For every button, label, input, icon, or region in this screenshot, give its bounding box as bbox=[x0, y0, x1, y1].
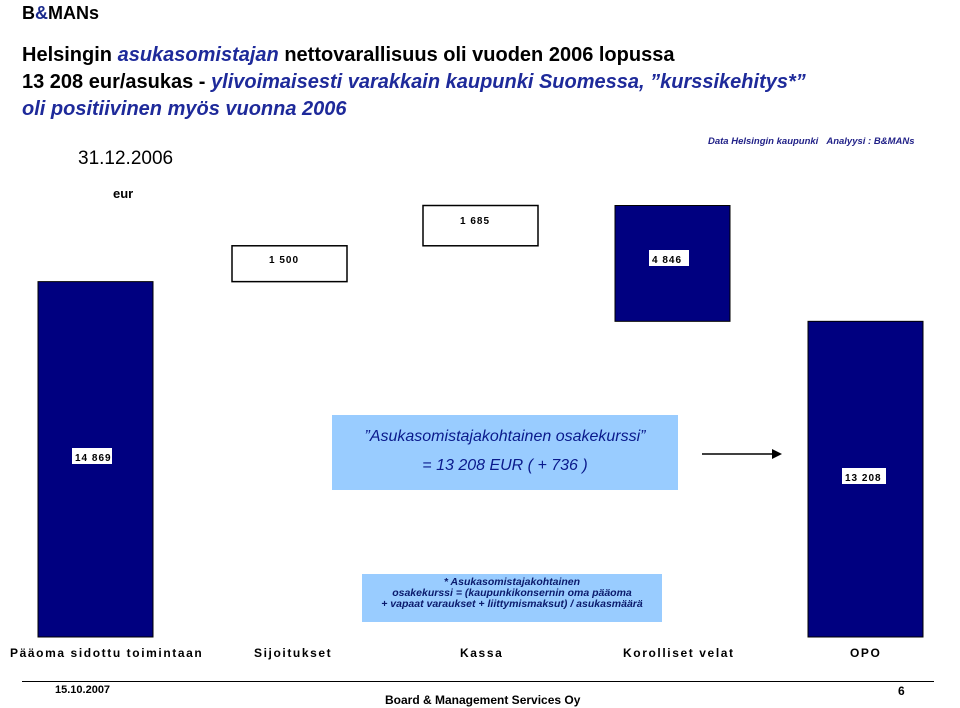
value-label-4: 4 846 bbox=[652, 255, 683, 266]
category-label-3: Kassa bbox=[460, 646, 504, 660]
value-label-1: 14 869 bbox=[75, 453, 112, 464]
category-labels bbox=[0, 646, 960, 666]
page-number: 6 bbox=[898, 684, 905, 698]
footer-company: Board & Management Services Oy bbox=[385, 693, 581, 707]
footer-divider bbox=[22, 681, 934, 682]
brand-logo: B&MANs bbox=[22, 3, 100, 23]
value-label-5: 13 208 bbox=[845, 473, 882, 484]
footer-date: 15.10.2007 bbox=[55, 684, 111, 696]
unit-label: eur bbox=[113, 186, 134, 201]
arrow-head bbox=[772, 449, 782, 459]
value-label-3: 1 685 bbox=[460, 216, 491, 227]
category-label-5: OPO bbox=[850, 646, 882, 660]
slide-title: Helsingin asukasomistajan nettovarallisuus oli vuoden 2006 lopussa 13 208 eur/asukas - ylivoimaisesti varakkain kaupunki Suomessa, ”kurssikehitys*” oli positiivinen myös vuonna 2006 bbox=[22, 44, 806, 120]
chart-date: 31.12.2006 bbox=[78, 148, 174, 169]
category-label-2: Sijoitukset bbox=[254, 646, 333, 660]
share-price-callout: ”Asukasomistajakohtainen osakekurssi” = 13 208 EUR ( + 736 ) bbox=[332, 415, 678, 490]
value-label-2: 1 500 bbox=[269, 255, 300, 266]
source-note: Data Helsingin kaupunki Analyysi : B&MANs bbox=[708, 136, 915, 147]
category-label-1: Pääoma sidottu toimintaan bbox=[10, 646, 204, 660]
category-label-4: Korolliset velat bbox=[623, 646, 735, 660]
definition-footnote: * Asukasomistajakohtainen osakekurssi = (kaupunkikonsernin oma pääoma + vapaat varaukset + liittymismaksut) / asukasmäärä bbox=[362, 574, 662, 622]
